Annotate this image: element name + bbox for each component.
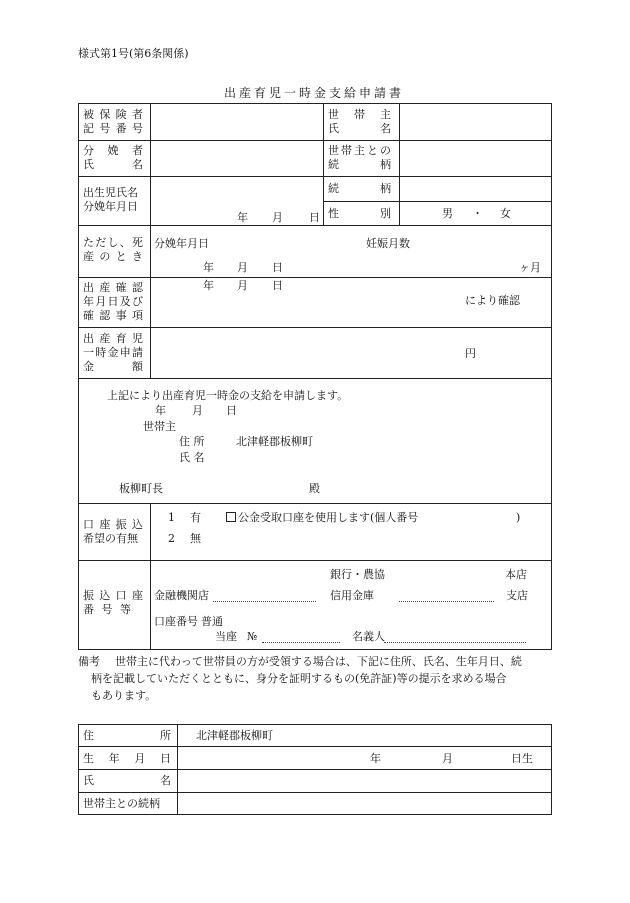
label-child: 出生児氏名 分娩年月日 [83,186,138,213]
holder-label: 名義人 [352,630,385,643]
confirm-day: 日 [272,279,283,292]
stillbirth-date-label: 分娩年月日 [154,237,209,250]
recipient-name-field[interactable] [179,771,550,791]
branch-label: 支店 [506,589,528,602]
child-birth-month: 月 [272,211,283,224]
recipient-birth-label: 生年月日 [83,752,171,765]
application-month: 月 [192,404,203,417]
holder-line[interactable] [384,642,526,643]
stillbirth-day: 日 [272,261,283,274]
recipient-address-label: 住所 [83,729,171,742]
label-parturient: 分娩者 氏名 [83,144,143,171]
label-confirm: 出産確認 年月日及び 確認事項 [83,281,143,322]
yen-unit: 円 [465,347,476,360]
institution-label: 金融機関店 [154,589,209,602]
option1-number: 1 [168,511,175,524]
label-insured-number: 被保険者 記号番号 [83,108,143,135]
remarks-line2: 柄を記載していただくとともに、身分を証明するもの(免許証)等の提示を求める場合 [91,672,507,685]
stillbirth-month: 月 [237,261,248,274]
label-relation2: 続柄 [328,182,391,195]
insured-number-field[interactable] [152,106,321,138]
account-number-label: 口座番号 [154,615,198,628]
label-account-wish: 口座振込 希望の有無 [83,518,143,545]
sex-female[interactable]: 女 [500,207,511,220]
remarks-title: 備考 [78,655,100,668]
number-mark: № [247,630,258,643]
recipient-birth-year: 年 [370,752,381,765]
form-number: 様式第1号(第6条関係) [78,47,189,60]
recipient-name-label: 氏名 [83,774,171,787]
remarks-line3: もあります。 [91,689,157,702]
parturient-name-field[interactable] [152,142,321,174]
branch-line[interactable] [399,601,494,602]
option2-number: 2 [168,532,175,545]
recipient-relation-field[interactable] [179,794,550,814]
bank-agri-label: 銀行・農協 [330,568,385,581]
institution-line[interactable] [213,601,316,602]
confirmed-by: により確認 [465,294,520,307]
current-account[interactable]: 当座 [215,630,237,643]
householder-name-field[interactable] [401,106,550,138]
credit-union-label: 信用金庫 [330,589,374,602]
applicant-householder-label: 世帯主 [143,420,176,433]
public-fund-close-paren: ) [516,511,521,524]
child-birth-year: 年 [237,211,248,224]
public-fund-checkbox[interactable] [226,512,236,522]
sex-male[interactable]: 男 [442,207,453,220]
application-statement: 上記により出産育児一時金の支給を申請します。 [107,389,349,402]
stillbirth-year: 年 [203,261,214,274]
label-relation: 世帯主との 続柄 [328,144,391,171]
label-amount: 出産育児 一時金申請 金額 [83,332,143,373]
public-fund-option[interactable]: 公金受取口座を使用します(個人番号 [226,512,418,523]
months-unit: ヶ月 [519,261,541,274]
child-birth-day: 日 [309,211,320,224]
sex-separator: ・ [472,207,483,220]
relation-field[interactable] [401,142,550,174]
applicant-name-label: 氏 名 [179,451,205,464]
mayor-label: 板柳町長 [119,482,163,495]
recipient-birth-month: 月 [442,752,453,765]
pregnancy-months-label: 妊娠月数 [366,237,410,250]
recipient-address-value: 北津軽郡板柳町 [196,729,273,742]
label-account-number: 振込口座 番号等 [83,589,143,616]
confirm-year: 年 [203,279,214,292]
application-day: 日 [226,404,237,417]
option-no[interactable]: 無 [190,532,201,545]
head-office-label: 本店 [505,568,527,581]
remarks-line1: 世帯主に代わって世帯員の方が受領する場合は、下記に住所、氏名、生年月日、続 [115,655,522,668]
form-title: 出産育児一時金支給申請書 [224,86,405,100]
confirm-month: 月 [237,279,248,292]
option-yes[interactable]: 有 [190,511,201,524]
label-stillbirth: ただし、死 産のとき [83,236,143,263]
ordinary-account[interactable]: 普通 [201,615,223,628]
recipient-relation-label: 世帯主との続柄 [83,797,160,810]
applicant-address-label: 住 所 [179,435,205,448]
applicant-address-value: 北津軽郡板柳町 [236,435,313,448]
recipient-birth-suffix: 日生 [511,752,533,765]
label-householder: 世帯主 氏名 [328,108,391,135]
account-number-line[interactable] [262,642,340,643]
honorific: 殿 [309,482,320,495]
label-sex: 性別 [328,207,391,220]
application-year: 年 [155,404,166,417]
